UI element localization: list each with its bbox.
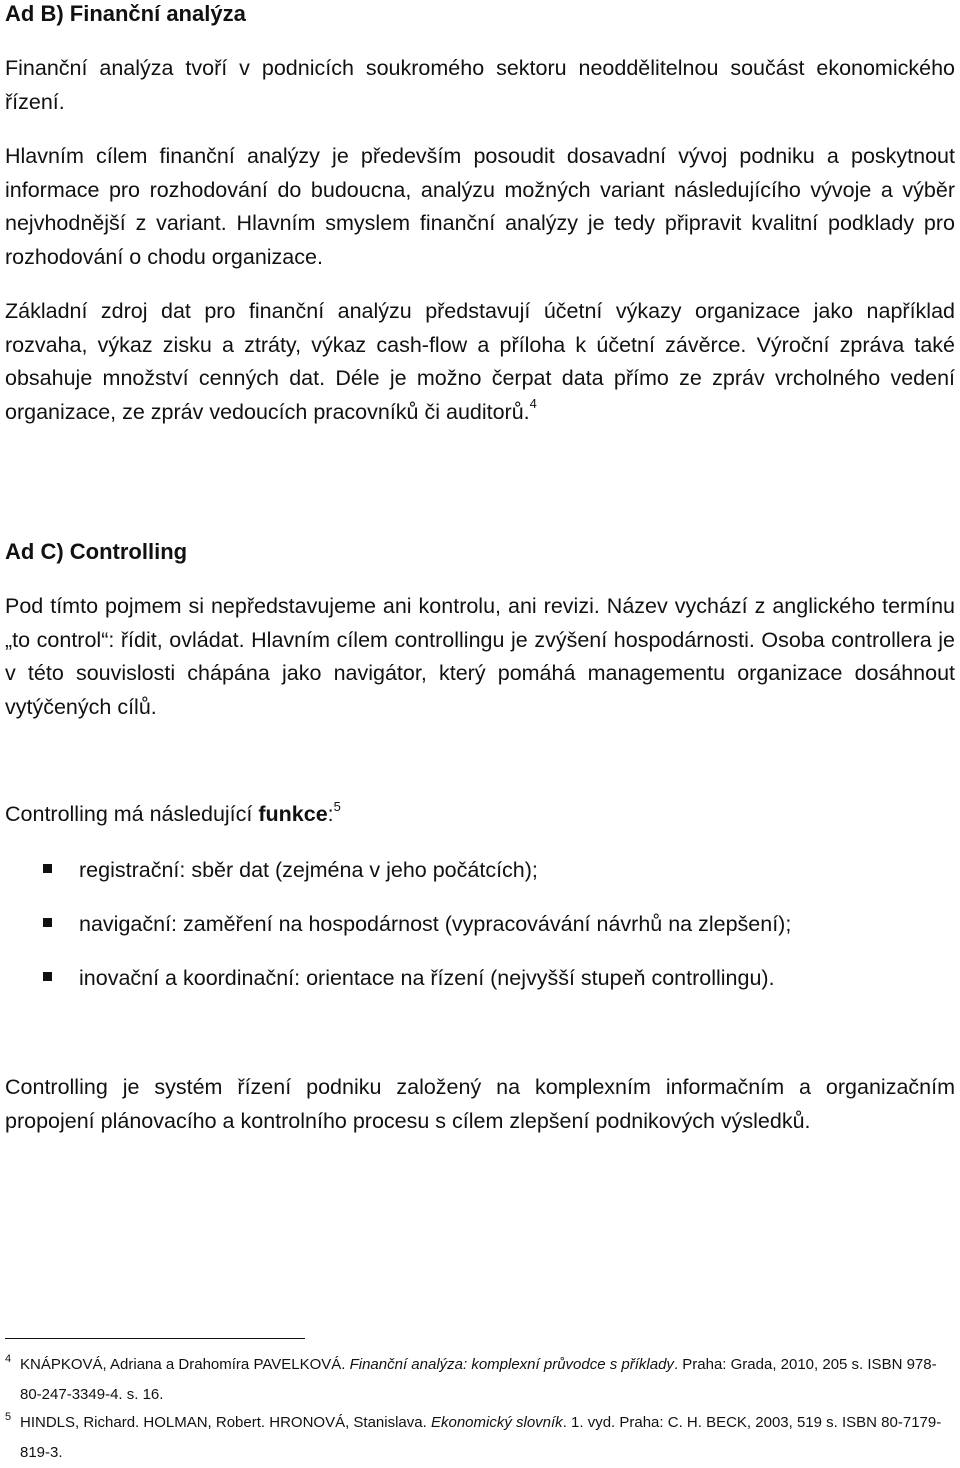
- list-item: inovační a koordinační: orientace na řízení (nejvyšší stupeň controllingu).: [5, 963, 955, 1017]
- paragraph-financni-analyza-goal: Hlavním cílem finanční analýzy je především posoudit dosavadní vývoj podniku a poskytnout informace pro rozhodování do budoucna, analýzu možných variant následujícího vývoje a výběr nejvhodnější z variant. Hlavním smyslem finanční analýzy je tedy připravit kvalitní podklady pro rozhodování o chodu organizace.: [5, 144, 955, 269]
- section-heading-financni-analyza: Ad B) Finanční analýza: [5, 1, 246, 26]
- paragraph-controlling-definition: Pod tímto pojmem si nepředstavujeme ani kontrolu, ani revizi. Název vychází z anglického termínu „to control“: řídit, ovládat. Hlavním cílem controllingu je zvýšení hospodárnosti. Osoba controllera je v této souvislosti chápána jako navigátor, který pomáhá managementu organizace dosáhnout vytýčených cílů.: [5, 594, 956, 719]
- paragraph-controlling-system: Controlling je systém řízení podniku založený na komplexním informačním a organizačním propojení plánovacího a kontrolního procesu s cílem zlepšení podnikových výsledků.: [5, 1075, 955, 1133]
- paragraph-financni-analyza-sources: Základní zdroj dat pro finanční analýzu představují účetní výkazy organizace jako například rozvaha, výkaz zisku a ztráty, výkaz cash-flow a příloha k účetní závěrce. Výroční zpráva také obsahuje množství cenných dat. Déle je možno čerpat data přímo ze zpráv vrcholného vedení organizace, ze zpráv vedoucích pracovníků či auditorů.$^4$: [5, 299, 956, 424]
- paragraph-controlling-functions-intro: Controlling má následující funkce:$^5$: [5, 798, 341, 826]
- list-item: navigační: zaměření na hospodárnost (vypracovávání návrhů na zlepšení);: [5, 909, 955, 963]
- bullet-square-icon: [43, 972, 52, 981]
- footnote-separator: [5, 1338, 305, 1339]
- section-heading-controlling: Ad C) Controlling: [5, 539, 188, 564]
- bullet-square-icon: [43, 918, 52, 927]
- footnote-4: 4 KNÁPKOVÁ, Adriana a Drahomíra PAVELKOVÁ. Finanční analýza: komplexní průvodce s příklady. Praha: Grada, 2010, 205 s. ISBN 978-80-247-3349-4. s. 16.: [5, 1353, 937, 1403]
- bullet-square-icon: [43, 864, 52, 873]
- footnote-ref-4: 4: [529, 396, 537, 412]
- paragraph-financni-analyza-intro: Finanční analýza tvoří v podnicích soukromého sektoru neoddělitelnou součást ekonomického řízení.: [5, 56, 955, 114]
- controlling-functions-list: [5, 855, 955, 1017]
- footnote-ref-5: 5: [333, 798, 341, 814]
- footnote-5: 5 HINDLS, Richard. HOLMAN, Robert. HRONOVÁ, Stanislava. Ekonomický slovník. 1. vyd. Praha: C. H. BECK, 2003, 519 s. ISBN 80-7179-819-3.: [5, 1411, 942, 1461]
- list-item: registrační: sběr dat (zejména v jeho počátcích);: [5, 855, 955, 909]
